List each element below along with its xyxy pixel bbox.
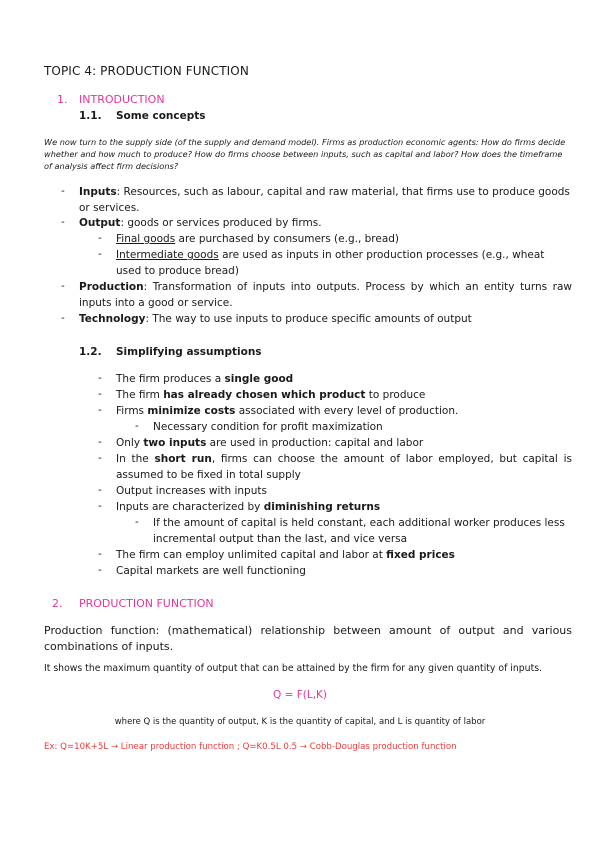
assumption-incremental-output: If the amount of capital is held constant, each additional worker produces less incremental output than the last, and vice versa — [153, 517, 565, 545]
page-title: TOPIC 4: PRODUCTION FUNCTION — [44, 64, 249, 78]
section-2-number: 2. — [52, 597, 63, 610]
list-bullet: - — [98, 500, 102, 512]
list-bullet: - — [98, 372, 102, 384]
production-function-formula: Q = F(L,K) — [272, 689, 328, 701]
list-bullet: - — [61, 280, 65, 292]
assumption-output-increases: Output increases with inputs — [116, 485, 267, 497]
assumption-fixed-prices: The firm can employ unlimited capital and labor at fixed prices — [116, 549, 455, 561]
concept-term: Output — [79, 217, 121, 229]
concept-output: Output: goods or services produced by firms. — [79, 217, 322, 229]
concept-final-goods: Final goods are purchased by consumers (e.g., bread) — [116, 233, 400, 245]
concept-inputs: Inputs: Resources, such as labour, capital and raw material, that firms use to produce goods or services. — [79, 186, 570, 214]
concept-technology: Technology: The way to use inputs to produce specific amounts of output — [79, 313, 472, 325]
example-line: Ex: Q=10K+5L → Linear production function ; Q=K0.5L 0.5 → Cobb-Douglas production function — [44, 742, 457, 752]
intro-paragraph: We now turn to the supply side (of the supply and demand model). Firms as production economic agents: How do firms decide whether and how much to produce? How do firms choose between inputs, such as capital and labor? How does the timeframe of analysis affect firm decisions? — [44, 137, 566, 171]
list-bullet: - — [98, 548, 102, 560]
list-bullet: - — [135, 420, 139, 432]
list-bullet: - — [98, 452, 102, 464]
concept-term: Inputs — [79, 186, 117, 198]
list-bullet: - — [98, 388, 102, 400]
assumption-profit-max: Necessary condition for profit maximization — [153, 421, 383, 433]
list-bullet: - — [98, 232, 102, 244]
concept-term: Intermediate goods — [116, 249, 219, 261]
concept-production: Production: Transformation of inputs into outputs. Process by which an entity turns raw inputs into a good or service. — [79, 281, 572, 309]
subsection-1-1-number: 1.1. — [79, 110, 102, 122]
list-bullet: - — [98, 248, 102, 260]
list-bullet: - — [135, 516, 139, 528]
list-bullet: - — [98, 564, 102, 576]
list-bullet: - — [61, 185, 65, 197]
assumption-single-good: The firm produces a single good — [116, 373, 294, 385]
assumption-diminishing-returns: Inputs are characterized by diminishing returns — [116, 501, 381, 513]
concept-intermediate-goods: Intermediate goods are used as inputs in other production processes (e.g., wheat used to produce bread) — [116, 249, 545, 277]
assumption-short-run: In the short run, firms can choose the amount of labor employed, but capital is assumed to be fixed in total supply — [116, 453, 572, 481]
section-2-title: PRODUCTION FUNCTION — [79, 597, 214, 610]
concept-term: Production — [79, 281, 144, 293]
assumption-capital-markets: Capital markets are well functioning — [116, 565, 306, 577]
list-bullet: - — [98, 484, 102, 496]
assumption-product-chosen: The firm has already chosen which product to produce — [116, 389, 426, 401]
subsection-1-2-title: Simplifying assumptions — [116, 346, 262, 358]
concept-term: Final goods — [116, 233, 176, 245]
list-bullet: - — [61, 312, 65, 324]
subsection-1-2-number: 1.2. — [79, 346, 102, 358]
section-1-title: INTRODUCTION — [79, 93, 165, 106]
section-1-number: 1. — [57, 93, 68, 106]
production-function-definition: Production function: (mathematical) relationship between amount of output and various combinations of inputs. — [44, 624, 572, 653]
subsection-1-1-title: Some concepts — [116, 110, 206, 122]
assumption-minimize-costs: Firms minimize costs associated with every level of production. — [116, 405, 459, 417]
concept-term: Technology — [79, 313, 146, 325]
list-bullet: - — [98, 436, 102, 448]
list-bullet: - — [61, 216, 65, 228]
production-function-description: It shows the maximum quantity of output that can be attained by the firm for any given quantity of inputs. — [44, 663, 543, 674]
list-bullet: - — [98, 404, 102, 416]
assumption-two-inputs: Only two inputs are used in production: capital and labor — [116, 437, 424, 449]
formula-legend: where Q is the quantity of output, K is the quantity of capital, and L is quantity of labor — [114, 717, 486, 727]
